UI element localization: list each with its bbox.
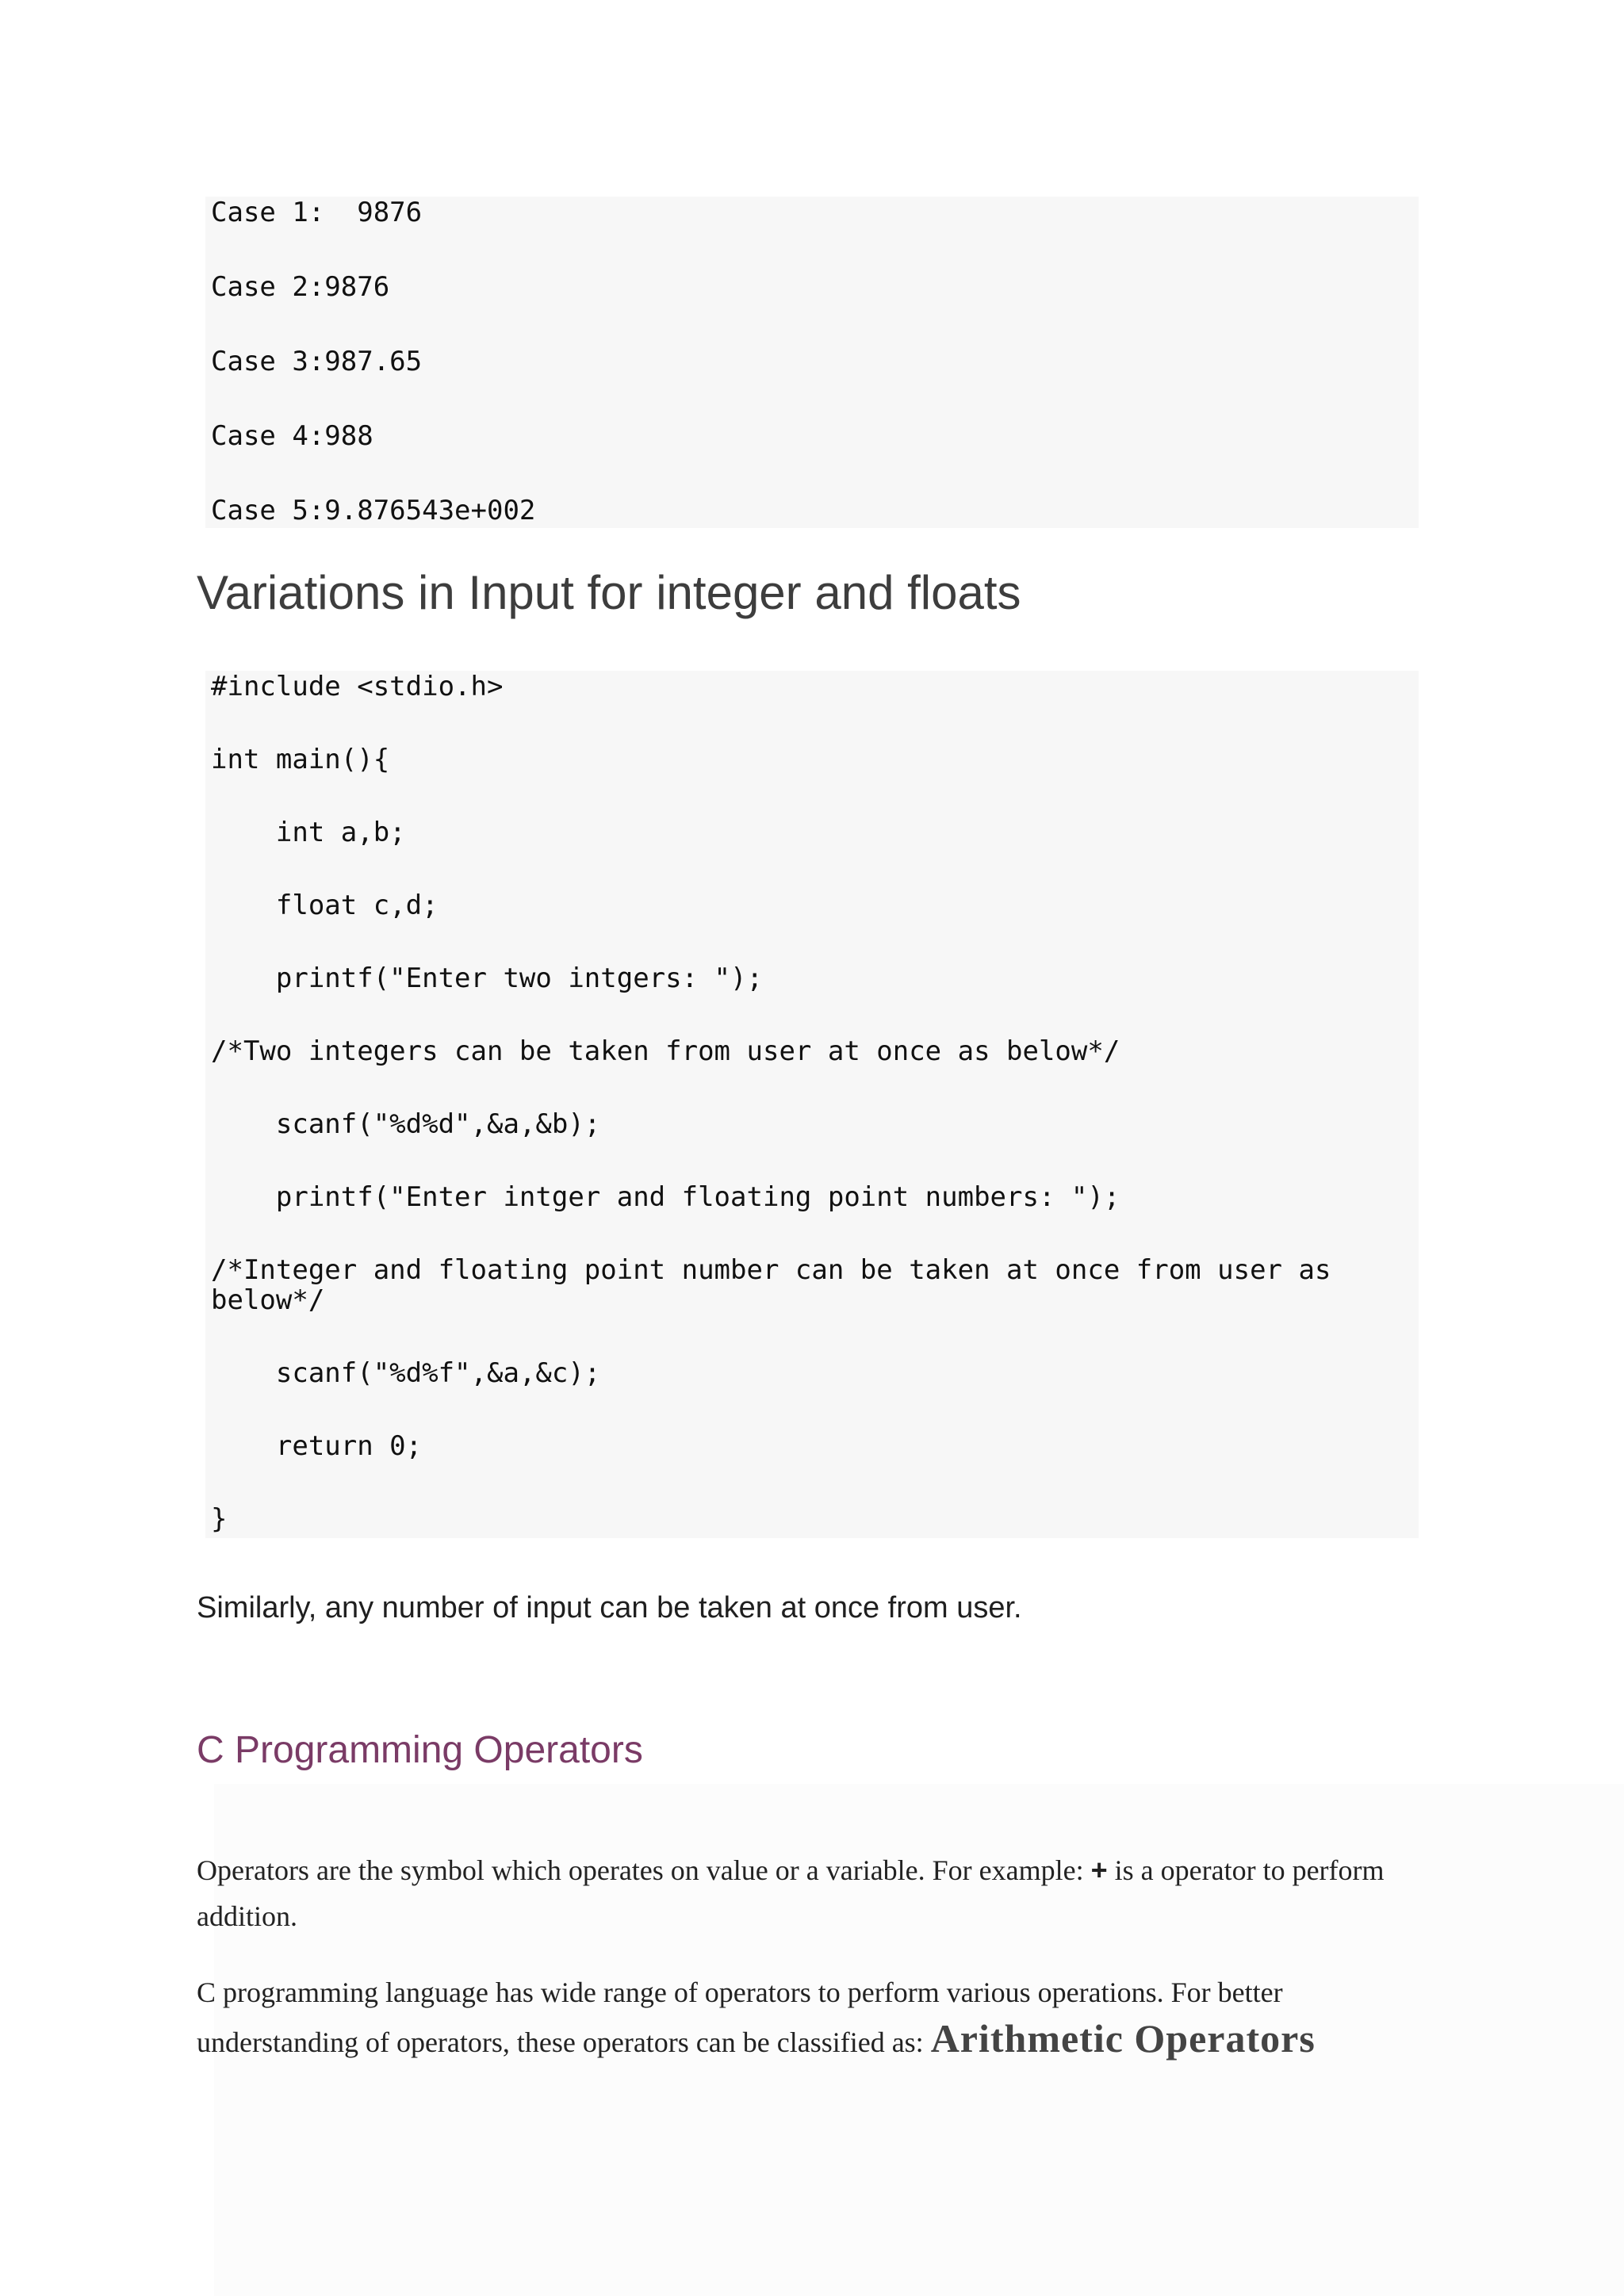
- output-line: Case 3:987.65: [211, 346, 423, 377]
- plus-operator-symbol: +: [1090, 1854, 1108, 1886]
- code-line: scanf("%d%d",&a,&b);: [211, 1108, 601, 1140]
- code-line: int main(){: [211, 744, 390, 775]
- code-line: #include <stdio.h>: [211, 671, 504, 702]
- code-line: int a,b;: [211, 817, 406, 848]
- similarly-paragraph: Similarly, any number of input can be taken at once from user.: [197, 1591, 1022, 1624]
- arithmetic-operators-heading: Arithmetic Operators: [930, 2016, 1316, 2061]
- code-line: printf("Enter two intgers: ");: [211, 962, 763, 994]
- code-line: printf("Enter intger and floating point numbers: ");: [211, 1181, 1120, 1213]
- code-line: return 0;: [211, 1430, 423, 1462]
- output-code-block: [205, 197, 1419, 528]
- operators-heading: C Programming Operators: [197, 1729, 643, 1771]
- source-code-block: [205, 671, 1419, 1538]
- code-line: below*/: [211, 1284, 325, 1316]
- code-line: /*Two integers can be taken from user at once as below*/: [211, 1035, 1120, 1067]
- output-line: Case 1: 9876: [211, 197, 423, 228]
- operators-classification-paragraph: [197, 1969, 1434, 2065]
- output-line: Case 2:9876: [211, 271, 390, 303]
- output-line: Case 5:9.876543e+002: [211, 495, 536, 526]
- code-line: }: [211, 1503, 228, 1535]
- paragraph-text: is a operator to perform addition.: [197, 1854, 1385, 1932]
- code-line: /*Integer and floating point number can be taken at once from user as: [211, 1254, 1331, 1286]
- code-line: scanf("%d%f",&a,&c);: [211, 1357, 601, 1389]
- paragraph-text: Operators are the symbol which operates on value or a variable. For example:: [197, 1854, 1091, 1886]
- code-line: float c,d;: [211, 890, 439, 921]
- section-heading: Variations in Input for integer and floats: [197, 566, 1021, 619]
- operators-definition-paragraph: [197, 1847, 1434, 1939]
- paragraph-text: C programming language has wide range of operators to perform various operations. For better understanding of operators, these operators can be classified as:: [197, 1976, 1283, 2058]
- output-line: Case 4:988: [211, 420, 373, 452]
